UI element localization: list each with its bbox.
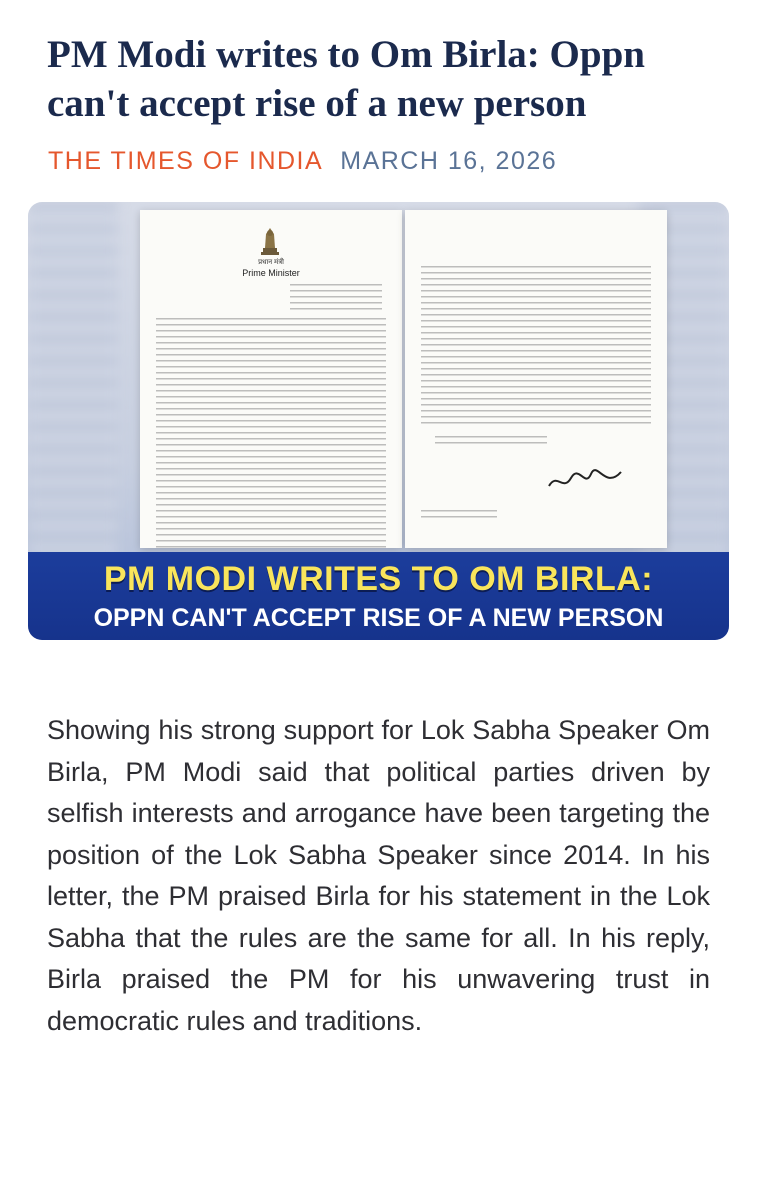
letter-page-1 bbox=[140, 210, 402, 548]
national-emblem-icon bbox=[257, 224, 283, 258]
banner-subheadline: OPPN CAN'T ACCEPT RISE OF A NEW PERSON bbox=[93, 604, 664, 632]
letterhead-hindi: प्रधान मंत्री bbox=[258, 259, 284, 266]
banner-headline: PM MODI WRITES TO OM BIRLA: bbox=[103, 560, 654, 598]
article-meta bbox=[48, 147, 557, 176]
source-name[interactable]: THE TIMES OF INDIA bbox=[48, 147, 322, 175]
article-image[interactable] bbox=[28, 202, 729, 640]
signature-icon bbox=[545, 466, 625, 496]
letter-body-text-continued bbox=[421, 266, 651, 426]
letter-page-2 bbox=[405, 210, 667, 548]
letter-closing bbox=[435, 436, 547, 446]
image-banner bbox=[28, 552, 729, 640]
letter-body-text bbox=[156, 318, 386, 548]
addressee-block bbox=[421, 510, 497, 522]
letterhead-title: Prime Minister bbox=[242, 268, 300, 278]
publish-date: MARCH 16, 2026 bbox=[340, 147, 558, 175]
article-body: Showing his strong support for Lok Sabha Speaker Om Birla, PM Modi said that political parties driven by selfish interests and arrogance have been targeting the position of the Lok Sabha Speaker since 2014. In his letter, the PM praised Birla for his statement in the Lok Sabha that the rules are the same for all. In his reply, Birla praised the PM for his unwavering trust in democratic rules and traditions. bbox=[47, 715, 710, 1036]
headline: PM Modi writes to Om Birla: Oppn can't accept rise of a new person bbox=[47, 33, 645, 125]
letter-date-block bbox=[290, 284, 382, 310]
